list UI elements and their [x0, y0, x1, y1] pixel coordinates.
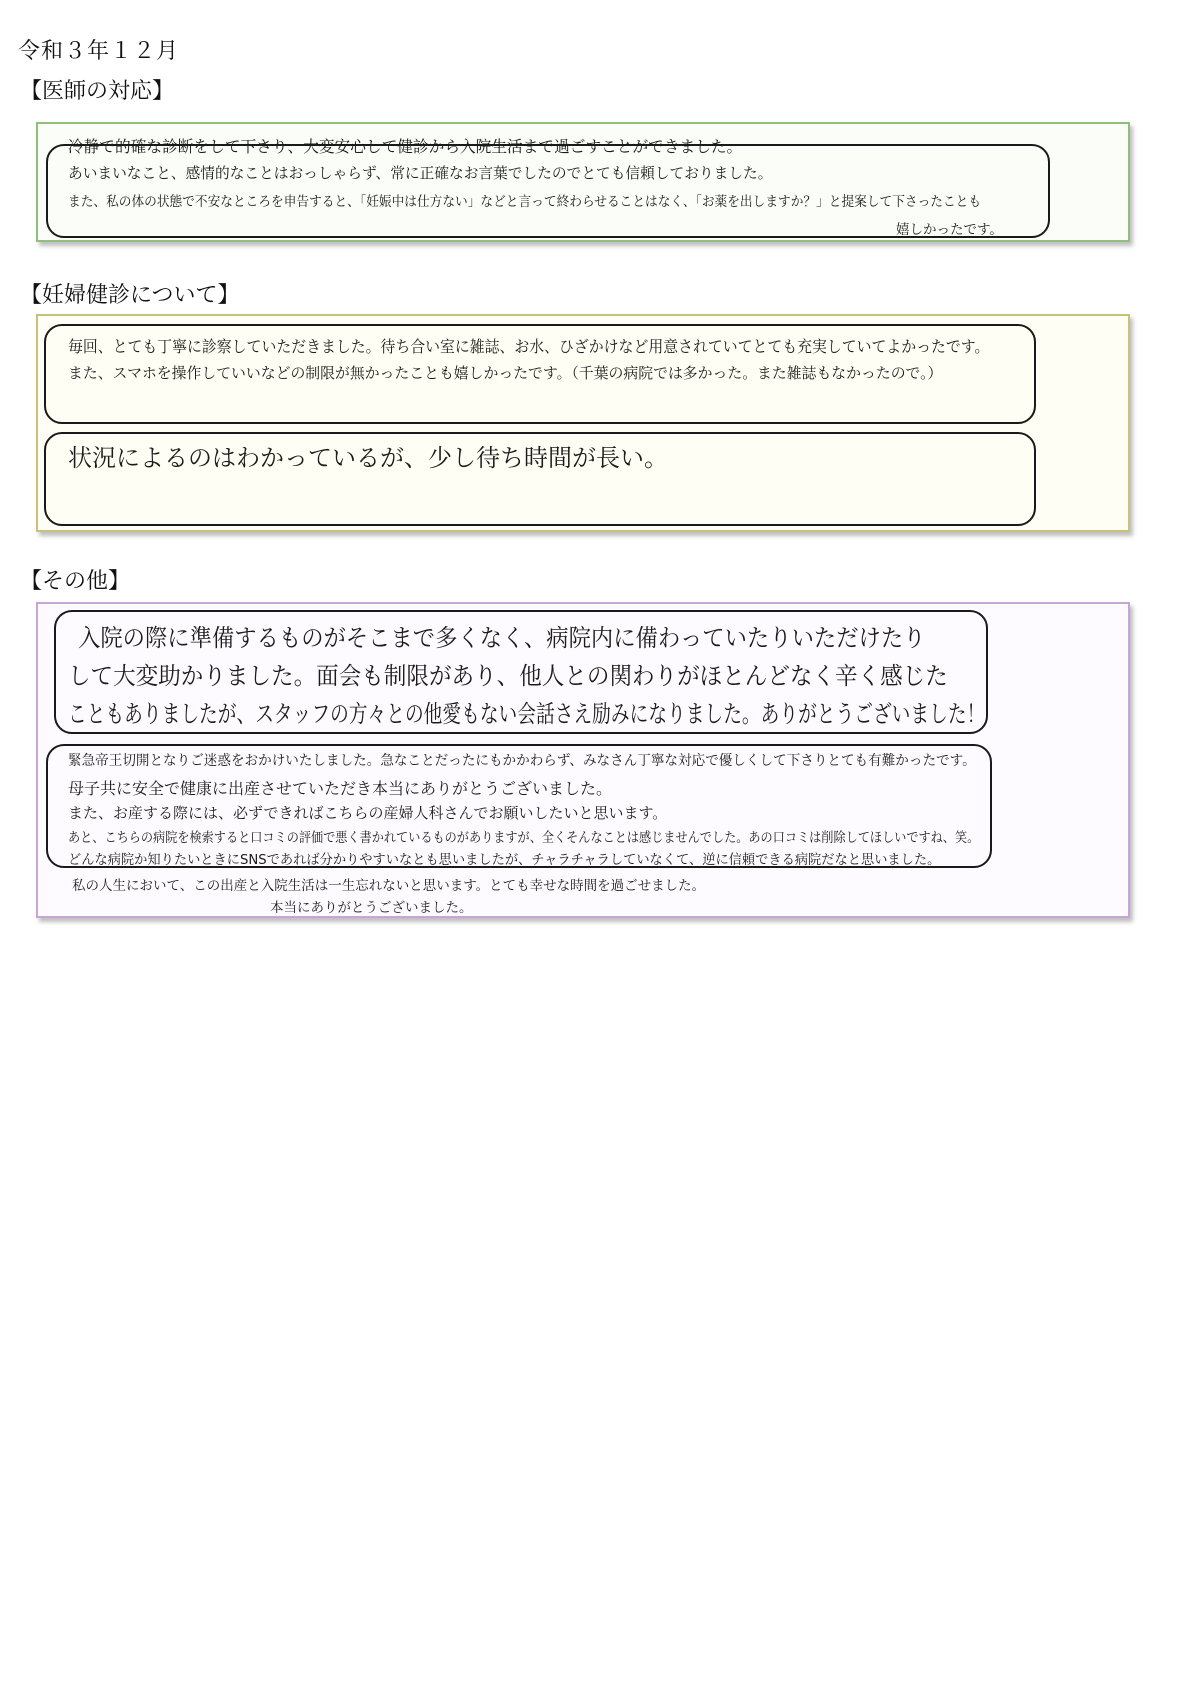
other-closing-line-2: 本当にありがとうございました。	[270, 900, 473, 916]
other-closing-line-1: 私の人生において、この出産と入院生活は一生忘れないと思います。とても幸せな時間を過ごせました。	[72, 878, 706, 894]
other-box2-line-2: 母子共に安全で健康に出産させていただき本当にありがとうございました。	[68, 779, 613, 798]
other-box2-line-1: 緊急帝王切開となりご迷惑をおかけいたしました。急なことだったにもかかわらず、みなさん丁寧な対応で優しくして下さりとても有難かったです。	[68, 753, 976, 769]
doctor-line-4: 嬉しかったです。	[896, 222, 1003, 238]
other-box1-line-2: して大変助かりました。面会も制限があり、他人との関わりがほとんどなく辛く感じた	[68, 662, 948, 690]
other-box2-line-4: あと、こちらの病院を検索すると口コミの評価で悪く書かれているものがありますが、全くそんなことは感じませんでした。あの口コミは削除してほしいですね、笑。	[68, 830, 980, 846]
section-heading-checkup: 【妊婦健診について】	[20, 283, 240, 308]
doctor-line-1: 冷静で的確な診断をして下さり、大変安心して健診から入院生活まで過ごすことができました。	[68, 137, 743, 156]
doctor-line-3: また、私の体の状態で不安なところを申告すると、「妊娠中は仕方ない」などと言って終わらせることはなく、「お薬を出しますか？」と提案して下さったことも	[68, 194, 982, 210]
other-box2-line-3: また、お産する際には、必ずできればこちらの産婦人科さんでお願いしたいと思います。	[68, 804, 668, 822]
checkup-panel	[36, 314, 1130, 532]
doctor-panel	[36, 122, 1130, 242]
date-header: 令和３年１２月	[18, 39, 180, 64]
section-heading-doctor: 【医師の対応】	[20, 79, 175, 104]
checkup-negative-line-1: 状況によるのはわかっているが、少し待ち時間が長い。	[68, 444, 668, 472]
checkup-positive-line-1: 毎回、とても丁寧に診察していただきました。待ち合い室に雑誌、お水、ひざかけなど用意されていてとても充実していてよかったです。	[68, 337, 990, 356]
checkup-positive-line-2: また、スマホを操作していいなどの制限が無かったことも嬉しかったです。（千葉の病院では多かった。また雑誌もなかったので。）	[68, 364, 943, 382]
other-panel	[36, 602, 1130, 918]
other-box1-line-3: こともありましたが、スタッフの方々との他愛もない会話さえ励みになりました。ありがとうございました！	[68, 700, 986, 728]
doctor-line-2: あいまいなこと、感情的なことはおっしゃらず、常に正確なお言葉でしたのでとても信頼しておりました。	[68, 164, 773, 182]
section-heading-other: 【その他】	[20, 569, 131, 594]
other-box1-line-1: 入院の際に準備するものがそこまで多くなく、病院内に備わっていたりいただけたり	[78, 624, 926, 652]
other-box2-line-5: どんな病院か知りたいときにSNSであれば分かりやすいなとも思いましたが、チャラチャラしていなくて、逆に信頼できる病院だなと思いました。	[68, 852, 941, 868]
